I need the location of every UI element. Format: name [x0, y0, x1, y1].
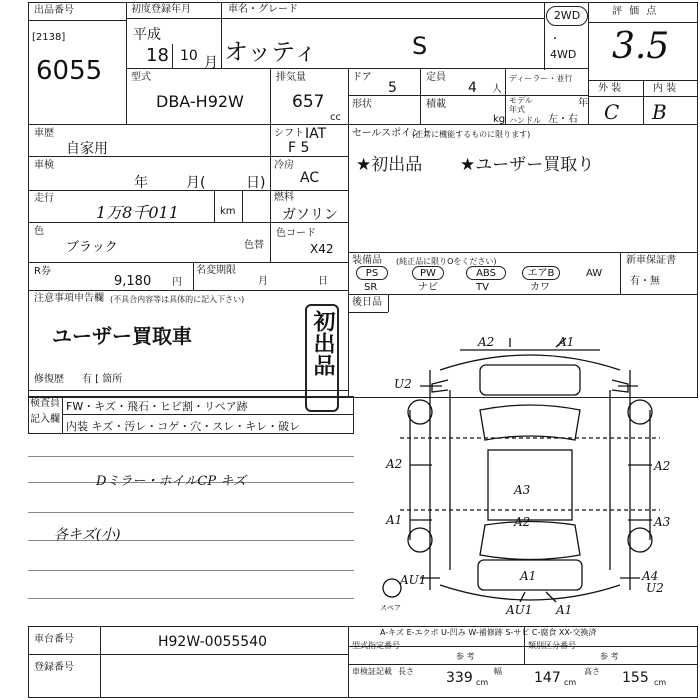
rule-line [28, 456, 354, 457]
mark-a2-rear: A2 [514, 515, 531, 529]
equip-aw: AW [586, 268, 603, 279]
divider [348, 252, 698, 253]
stamp-text: 初出品 [310, 310, 335, 376]
handle-label: ハンドル [509, 116, 541, 125]
model: DBA-H92W [156, 92, 244, 111]
model-year-unit: 年 [578, 98, 588, 109]
score-label: 評 価 点 [612, 6, 659, 17]
wheel-front-left [408, 400, 432, 424]
hood [480, 365, 580, 395]
first-reg-label: 初度登録年月 [131, 4, 191, 15]
shift-f: F 5 [288, 140, 310, 156]
equip-ps: PS [356, 266, 388, 280]
notes-main: ユーザー買取車 [52, 324, 192, 348]
inspection-label: 車検 [34, 160, 54, 171]
sales-label: セールスポイント [352, 128, 432, 139]
divider [420, 68, 421, 124]
divider [544, 2, 545, 70]
equip-navi: ナビ [418, 282, 438, 293]
disp-label: 排気量 [276, 72, 306, 83]
mark-a2-front: A2 [478, 335, 495, 349]
mark-a1-left: A1 [386, 513, 403, 527]
doors-label: ドア [352, 72, 372, 83]
mark-u2-right: U2 [646, 581, 664, 595]
divider [270, 68, 271, 124]
first-listing-stamp [305, 304, 339, 412]
mark-u2-left: U2 [394, 377, 412, 391]
rule-line [28, 570, 354, 571]
model-year-label: モデル年式 [509, 96, 533, 114]
inspection-month: 月( [186, 175, 206, 191]
interior-grade: B [652, 100, 667, 124]
handwritten-note-2: 各キズ(小) [54, 527, 121, 543]
divider [62, 396, 63, 434]
spare-label: スペア [380, 604, 401, 612]
rename-day: 日 [318, 276, 328, 287]
divider [348, 68, 349, 124]
divider [588, 2, 589, 124]
drive-4wd: 4WD [550, 48, 577, 61]
rear-label: 後日品 [352, 297, 382, 308]
inspection-day: 日) [246, 175, 266, 191]
mark-a1-rear: A1 [556, 603, 573, 617]
grade: S [412, 32, 428, 60]
equip-tv: TV [476, 282, 489, 293]
divider [28, 654, 348, 655]
rule-line [28, 598, 354, 599]
reg-month: 10 [180, 48, 198, 64]
divider [242, 190, 243, 222]
divider [221, 2, 222, 68]
divider [193, 262, 194, 290]
rename-month: 月 [258, 276, 268, 287]
divider [270, 124, 271, 262]
rear-bumper [440, 585, 620, 600]
width-unit: cm [564, 678, 577, 687]
divider [28, 290, 348, 291]
color: ブラック [66, 240, 118, 255]
divider [126, 68, 588, 69]
length-label: 長さ [398, 667, 414, 676]
inspector-label-2: 記入欄 [30, 414, 60, 425]
mark-a2-left: A2 [386, 457, 403, 471]
ac: AC [300, 170, 320, 186]
handwritten-note-1: Dミラー・ホイルCP キズ [96, 474, 246, 489]
fuel-label: 燃料 [274, 192, 294, 203]
reg-year: 18 [146, 45, 169, 66]
interior-label: 内 装 [653, 83, 677, 94]
damage-legend: A-キズ E-エクボ U-凹み W-補修跡 S-サビ C-腐食 XX-交換済 [380, 628, 597, 637]
use-label: 車歴 [34, 128, 54, 139]
notes-sub: (不具合内容等は具体的に記入下さい) [110, 295, 245, 304]
capacity-label: 定員 [426, 72, 446, 83]
warranty-label: 新車保証書 [626, 255, 676, 266]
mileage: 1万8千011 [96, 203, 179, 222]
mileage-label: 走行 [34, 193, 54, 204]
divider [588, 96, 698, 97]
divider [214, 190, 215, 222]
exterior-label: 外 装 [598, 83, 622, 94]
mark-a3-roof: A3 [514, 483, 531, 497]
divider [126, 18, 544, 19]
disp-unit: cc [330, 112, 341, 123]
drive-2wd-circled: 2WD [546, 6, 588, 26]
chassis-number: H92W-0055540 [158, 634, 268, 650]
recycle-value: 9,180 [114, 274, 152, 289]
spare-wheel [383, 579, 401, 597]
divider [505, 68, 506, 124]
era: 平成 [133, 27, 161, 43]
month-unit: 月 [204, 55, 218, 71]
use: 自家用 [66, 141, 108, 157]
wheel-rear-left [408, 528, 432, 552]
score: 3.5 [612, 26, 670, 67]
shift-iat: IAT [305, 126, 327, 142]
equip-abs: ABS [466, 266, 506, 280]
repair: 有 [ 箇所 [82, 374, 123, 385]
handle: 左・右 [548, 114, 578, 125]
sales-note: (正常に機能するものに限ります) [412, 130, 531, 139]
equip-pw: PW [412, 266, 444, 280]
inspector-label-1: 検査員 [30, 398, 60, 409]
equipment-note: (純正品に限りOをください) [396, 257, 497, 266]
rule-line [28, 512, 354, 513]
doors: 5 [388, 80, 397, 96]
equip-sr: SR [364, 282, 378, 293]
divider [348, 124, 349, 398]
divider [348, 312, 388, 313]
windshield [480, 405, 580, 440]
height-label: 高さ [584, 667, 600, 676]
load-unit: kg [493, 114, 506, 125]
divider [348, 626, 349, 698]
repair-label: 修復歴 [34, 374, 64, 385]
equipment-label: 装備品 [352, 255, 382, 266]
interior-line: 内装 キズ・汚レ・コゲ・穴・スレ・キレ・破レ [66, 420, 301, 433]
length-unit: cm [476, 678, 489, 687]
sales-point-1: ★初出品 [356, 155, 423, 175]
model-label: 型式 [131, 72, 151, 83]
color-code-label: 色コード [276, 228, 316, 239]
car-damage-diagram [370, 330, 690, 620]
divider [62, 414, 354, 415]
sales-point-2: ★ユーザー買取り [460, 155, 595, 175]
inspection-year: 年 [134, 175, 148, 191]
mark-a2-right: A2 [654, 459, 671, 473]
width: 147 [534, 670, 561, 686]
shape-label: 形状 [352, 99, 372, 110]
drive-dot: ・ [550, 34, 560, 45]
lot-number: 6055 [36, 56, 103, 86]
divider [126, 2, 127, 124]
registration-label: 登録番号 [34, 662, 74, 673]
divider [348, 646, 698, 647]
mark-au1-rear: AU1 [506, 603, 533, 617]
lot-label: 出品番号 [34, 5, 74, 16]
divider [28, 124, 698, 125]
notes-label: 注意事項申告欄 [34, 293, 104, 304]
length: 339 [446, 670, 473, 686]
wheel-front-right [628, 400, 652, 424]
divider [348, 664, 698, 665]
rename-label: 名変期限 [196, 265, 236, 276]
wheel-rear-right [628, 528, 652, 552]
divider [643, 80, 644, 124]
shift-label: シフト [274, 128, 304, 139]
mileage-unit: km [220, 206, 236, 217]
divider [388, 294, 389, 312]
capacity-unit: 人 [492, 84, 502, 95]
lot-sub: [2138] [32, 32, 66, 43]
equip-leather: カワ [530, 282, 550, 293]
mark-au1-left: AU1 [400, 573, 427, 587]
dimensions-label: 車検証記載 [352, 667, 392, 676]
mark-a1-front: A1 [558, 335, 575, 349]
divider [28, 262, 348, 263]
height-unit: cm [654, 678, 667, 687]
divider [28, 20, 126, 21]
equip-airbag: エアB [522, 266, 560, 280]
ac-label: 冷房 [274, 160, 294, 171]
fw-line: FW・キズ・飛石・ヒビ割・リペア跡 [66, 400, 248, 413]
mark-a4-right: A4 [642, 569, 659, 583]
divider [348, 294, 698, 295]
warranty-value: 有・無 [630, 276, 660, 287]
footer-frame [28, 626, 698, 698]
height: 155 [622, 670, 649, 686]
mark-a1-tailgate: A1 [520, 569, 537, 583]
divider [28, 390, 348, 391]
divider [172, 44, 173, 68]
fuel: ガソリン [282, 207, 338, 223]
dealer-label: ディーラー・並行 [509, 74, 573, 83]
color-label: 色 [34, 226, 44, 237]
mark-a3-right: A3 [654, 515, 671, 529]
load-label: 積載 [426, 99, 446, 110]
recycle-label: R券 [34, 266, 51, 277]
exterior-grade: C [604, 100, 620, 124]
disp: 657 [292, 92, 325, 112]
ref-1: 参 考 [456, 652, 475, 661]
class-number-label: 類別区分番号 [528, 641, 576, 650]
car-name: オッティ [224, 38, 318, 66]
divider [620, 252, 621, 294]
ref-2: 参 考 [600, 652, 619, 661]
divider [588, 22, 698, 23]
car-name-label: 車名・グレード [228, 4, 298, 15]
chassis-label: 車台番号 [34, 634, 74, 645]
capacity: 4 [468, 80, 477, 96]
spec-number-label: 型式指定番号 [352, 641, 400, 650]
width-label: 幅 [494, 667, 502, 676]
recycle-unit: 円 [172, 277, 182, 288]
color-change-label: 色替 [244, 240, 264, 251]
color-code: X42 [310, 242, 334, 256]
divider [100, 626, 101, 698]
